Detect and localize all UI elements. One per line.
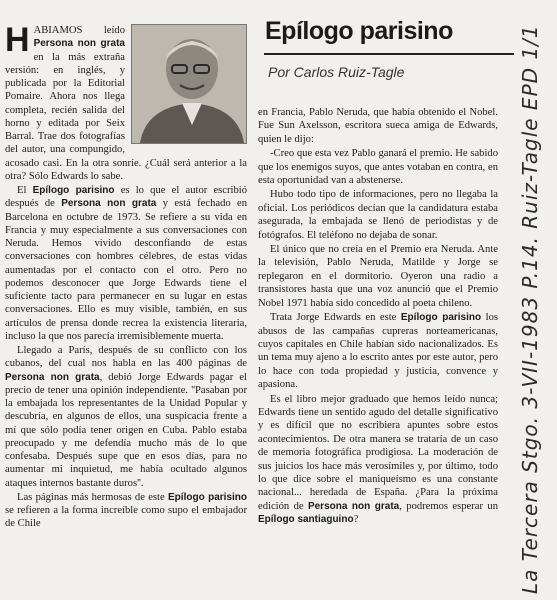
paragraph-8: Es el libro mejor graduado que hemos leído nunca; Edwards tiene un sentido agudo del detalle significativo y es difícil que no escribiera apuntes sobre estos acontecimientos. De otra manera se trataría de un caso de memoria fotográfica prodigiosa. La moderación de sus juicios los hace más verosímiles y, por último, todo lo que dice sobre el maniqueísmo es una constante nacional... heredada de España. ¿Para la próxima edición de Persona non grata, podremos esperar un Epílogo santiaguino? xyxy=(258,393,498,526)
lead-paragraph: HABIAMOS leído Persona non grata en la más extraña versión: en inglés, y publicada por la Editorial Pomaire. Ahora nos llega completa, recién salida del horno y editada por Seix Barral. Trae dos fotografías del autor, una compungido, acosado casi. En la otra sonríe. ¿Cuál será anterior a la otra? Sólo Edwards lo sabe. xyxy=(5,24,247,182)
paragraph-7: Trata Jorge Edwards en este Epílogo parisino los abusos de las campañas cupreras norteamericanas, cuyos capitales en Chile habían sido nacionalizados. Es un tema muy ajeno a lo escrito antes por este autor, pero lo hace con toda propiedad y justicia, convence y apasiona. xyxy=(258,312,498,391)
paragraph-2: El Epílogo parisino es lo que el autor escribió después de Persona non grata y está fechado en Barcelona en octubre de 1973. Se refiere a su vida en Francia y muy especialmente a sus conversaciones con Neruda. Hemos vivido desconfiando de estas conversaciones con hombres célebres, de estas vidas aumentadas por el contacto con el otro. Pero no podemos desconocer que Jorge Edwards tiene el suficiente tacto para permanecer en su lugar en estas conversaciones. Ello es muy visible, también, en sus artículos de prensa donde recrea la existencia literaria, incluso la que nos parecía irremisiblemente muerta. xyxy=(5,185,247,342)
author-portrait-icon xyxy=(132,25,246,143)
article-column-right xyxy=(258,106,498,596)
article-column-left xyxy=(5,24,247,596)
paragraph-6: El único que no creía en el Premio era Neruda. Ante la televisión, Pablo Neruda, Matilde y Jorge se replegaron en el dormitorio. Oyeron una radio a transistores hasta que una voz anunció que el Premio Nobel 1971 había sido concedido al poeta chileno. xyxy=(258,244,498,309)
author-photo xyxy=(131,24,247,144)
paragraph-continuation: en Francia, Pablo Neruda, que había obtenido el Nobel. Fue Sun Axelsson, escritora sueca amiga de Edwards, quien le dijo: xyxy=(258,107,498,145)
paragraph-5: Hubo todo tipo de informaciones, pero no llegaba la oficial. Los periódicos decían que la candidatura estaba asegurada, la embajada se llenó de periodistas y de fotógrafos. El teléfono no dejaba de sonar. xyxy=(258,189,498,241)
quote-paragraph: -Creo que esta vez Pablo ganará el premio. He sabido que los enemigos suyos, que antes votaban en contra, en esta oportunidad van a abstenerse. xyxy=(258,148,498,187)
article-byline: Por Carlos Ruiz-Tagle xyxy=(268,64,405,80)
title-rule xyxy=(264,53,514,55)
paragraph-3: Llegado a París, después de su conflicto con los cubanos, del cual nos habla en las 400 páginas de Persona non grata, debió Jorge Edwards pagar el precio de tener una opinión independiente. ''Pasaban por la embajada los representantes de la Unidad Popular y descubría, en algunos de ellos, una suspicacia frente a mí que sólo podía tener origen en Cuba. Pablo estaba preocupado y me defendía mucho más de lo que confesaba. Después supe que en esos días, para no aumentar mi inquietud, me había ocultado algunos ataques internos bastante duros''. xyxy=(5,345,247,489)
drop-cap: H xyxy=(5,24,30,59)
handwritten-annotation: La Tercera Stgo. 3-VII-1983 P.14. Ruiz-Tagle EPD 1/1 xyxy=(518,24,542,594)
paragraph-4: Las páginas más hermosas de este Epílogo parisino se refieren a la forma increíble como supo el embajador de Chile xyxy=(5,491,247,530)
article-title: Epílogo parisino xyxy=(265,17,453,45)
